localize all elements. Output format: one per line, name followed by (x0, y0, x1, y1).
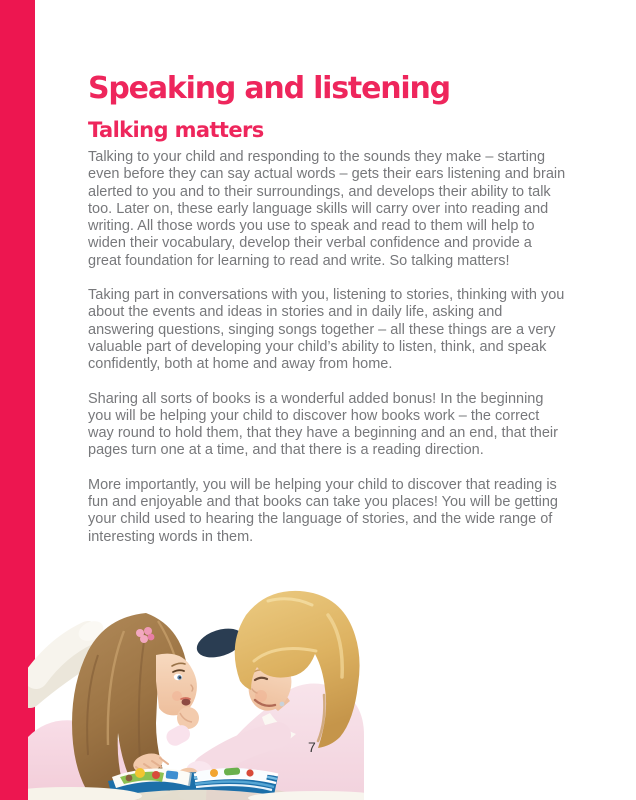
body-paragraph-1: Talking to your child and responding to the sounds they make – starting even before they can say actual words – gets their ears listening and brain alerted to you and to their surroundings, and develops their ability to talk too. Later on, these early language skills will carry over into reading and writing. All those words you use to speak and read to them will help to widen their vocabulary, develop their verbal confidence and provide a great foundation for learning to read and write. So talking matters! (88, 149, 566, 269)
body-paragraph-4: More importantly, you will be helping your child to discover that reading is fun and enjoyable and that books can take you places! You will be getting your child used to hearing the language of stories, and the wide range of interesting words in them. (88, 476, 558, 545)
body-paragraph-3: Sharing all sorts of books is a wonderful added bonus! In the beginning you will be helping your child to discover how books work – the correct way round to hold them, that they have a beginning and an end, that their pages turn one at a time, and that there is a reading direction. (88, 390, 558, 459)
body-paragraph-2: Taking part in conversations with you, listening to stories, thinking with you about the events and ideas in stories and in daily life, asking and answering questions, singing songs together – all these things are a very valuable part of developing your child’s ability to listen, think, and speak confidently, both at home and away from home. (88, 287, 565, 373)
section-heading: Talking matters (88, 118, 264, 142)
photo-mother (175, 591, 364, 800)
photo-mother-child-reading (28, 585, 364, 800)
page-title: Speaking and listening (88, 71, 450, 106)
page-number: 7 (308, 739, 316, 755)
body-text-block (88, 149, 568, 563)
